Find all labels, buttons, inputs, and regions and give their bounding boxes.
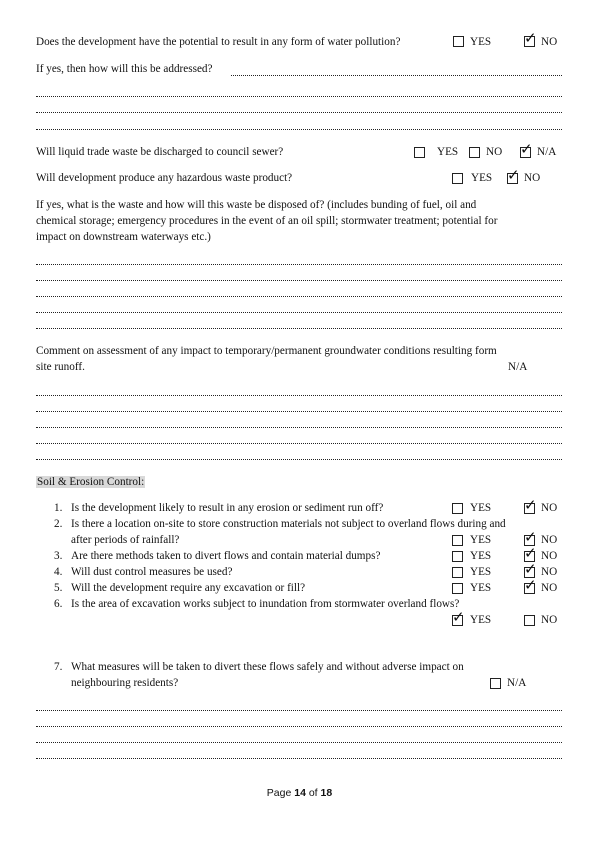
checkbox-erosion-yes[interactable] (452, 503, 463, 514)
label-no: NO (541, 534, 558, 546)
item-text: Will the development require any excavation or fill? (71, 582, 306, 594)
answer-line[interactable] (36, 411, 562, 412)
checkbox-dust-yes[interactable] (452, 567, 463, 578)
answer-line[interactable] (36, 443, 562, 444)
tick-icon: ✓ (524, 560, 537, 578)
tick-icon: ✓ (524, 544, 537, 562)
label-no: NO (541, 582, 558, 594)
label-na: N/A (508, 361, 528, 373)
answer-line[interactable] (36, 742, 562, 743)
checkbox-liquid-trade-na[interactable] (520, 140, 533, 158)
item-text: after periods of rainfall? (71, 534, 180, 546)
question-hazardous-waste: Will development produce any hazardous waste product? (36, 172, 293, 184)
question-disposal-line: If yes, what is the waste and how will this waste be disposed of? (includes bunding of fuel, oil and (36, 199, 477, 211)
item-text: Is the development likely to result in any erosion or sediment run off? (71, 502, 384, 514)
question-addressed: If yes, then how will this be addressed? (36, 63, 213, 75)
checkbox-measures-na[interactable] (490, 678, 501, 689)
checkbox-storage-yes[interactable] (452, 535, 463, 546)
tick-icon: ✓ (524, 29, 537, 47)
item-number: 4. (54, 566, 63, 578)
label-no: NO (541, 36, 558, 48)
item-number: 7. (54, 661, 63, 673)
section-heading-soil-erosion: Soil & Erosion Control: (37, 476, 145, 488)
answer-line[interactable] (36, 395, 562, 396)
answer-line[interactable] (36, 264, 562, 265)
item-number: 1. (54, 502, 63, 514)
question-groundwater-line: Comment on assessment of any impact to temporary/permanent groundwater conditions resulting form (36, 345, 497, 357)
checkbox-water-pollution-no[interactable] (524, 29, 537, 47)
label-yes: YES (470, 614, 492, 626)
checkbox-water-pollution-yes[interactable] (453, 36, 464, 47)
page-number: Page 14 of 18 (266, 787, 333, 799)
question-water-pollution: Does the development have the potential to result in any form of water pollution? (36, 36, 401, 48)
tick-icon: ✓ (507, 166, 520, 184)
answer-line[interactable] (36, 710, 562, 711)
answer-line[interactable] (36, 312, 562, 313)
label-no: NO (541, 614, 558, 626)
label-no: NO (486, 146, 503, 158)
item-number: 6. (54, 598, 63, 610)
item-text: neighbouring residents? (71, 677, 179, 689)
item-number: 5. (54, 582, 63, 594)
tick-icon: ✓ (452, 608, 465, 626)
item-number: 2. (54, 518, 63, 530)
tick-icon: ✓ (524, 576, 537, 594)
checkbox-divert-yes[interactable] (452, 551, 463, 562)
answer-line[interactable] (231, 75, 562, 76)
label-no: NO (541, 566, 558, 578)
tick-icon: ✓ (520, 140, 533, 158)
checkbox-hazardous-yes[interactable] (452, 173, 463, 184)
item-text: Are there methods taken to divert flows and contain material dumps? (71, 550, 381, 562)
checkbox-excavation-no[interactable] (524, 576, 537, 594)
item-text: Is there a location on-site to store construction materials not subject to overland flows during and (71, 518, 506, 530)
question-disposal-line: chemical storage; emergency procedures in the event of an oil spill; stormwater treatment; potential for (36, 215, 498, 227)
label-yes: YES (437, 146, 459, 158)
question-disposal-line: impact on downstream waterways etc.) (36, 231, 211, 243)
answer-line[interactable] (36, 758, 562, 759)
item-number: 3. (54, 550, 63, 562)
label-yes: YES (471, 172, 493, 184)
answer-line[interactable] (36, 328, 562, 329)
checkbox-liquid-trade-no[interactable] (469, 147, 480, 158)
answer-line[interactable] (36, 296, 562, 297)
checkbox-excavation-yes[interactable] (452, 583, 463, 594)
question-liquid-trade-waste: Will liquid trade waste be discharged to council sewer? (36, 146, 284, 158)
label-no: NO (541, 502, 558, 514)
label-yes: YES (470, 502, 492, 514)
checkbox-inundation-yes[interactable] (452, 608, 465, 626)
checkbox-erosion-no[interactable] (524, 496, 537, 514)
tick-icon: ✓ (524, 528, 537, 546)
checkbox-hazardous-no[interactable] (507, 166, 520, 184)
checkbox-inundation-no[interactable] (524, 615, 535, 626)
checkbox-liquid-trade-yes[interactable] (414, 147, 425, 158)
label-na: N/A (507, 677, 527, 689)
label-yes: YES (470, 566, 492, 578)
label-yes: YES (470, 550, 492, 562)
answer-line[interactable] (36, 96, 562, 97)
label-yes: YES (470, 534, 492, 546)
item-text: What measures will be taken to divert these flows safely and without adverse impact on (71, 661, 464, 673)
label-no: NO (541, 550, 558, 562)
question-groundwater-line: site runoff. (36, 361, 85, 373)
label-yes: YES (470, 36, 492, 48)
answer-line[interactable] (36, 459, 562, 460)
answer-line[interactable] (36, 726, 562, 727)
answer-line[interactable] (36, 427, 562, 428)
item-text: Is the area of excavation works subject to inundation from stormwater overland flows? (71, 598, 460, 610)
label-yes: YES (470, 582, 492, 594)
label-na: N/A (537, 146, 557, 158)
item-text: Will dust control measures be used? (71, 566, 233, 578)
answer-line[interactable] (36, 112, 562, 113)
tick-icon: ✓ (524, 496, 537, 514)
label-no: NO (524, 172, 541, 184)
answer-line[interactable] (36, 280, 562, 281)
answer-line[interactable] (36, 129, 562, 130)
